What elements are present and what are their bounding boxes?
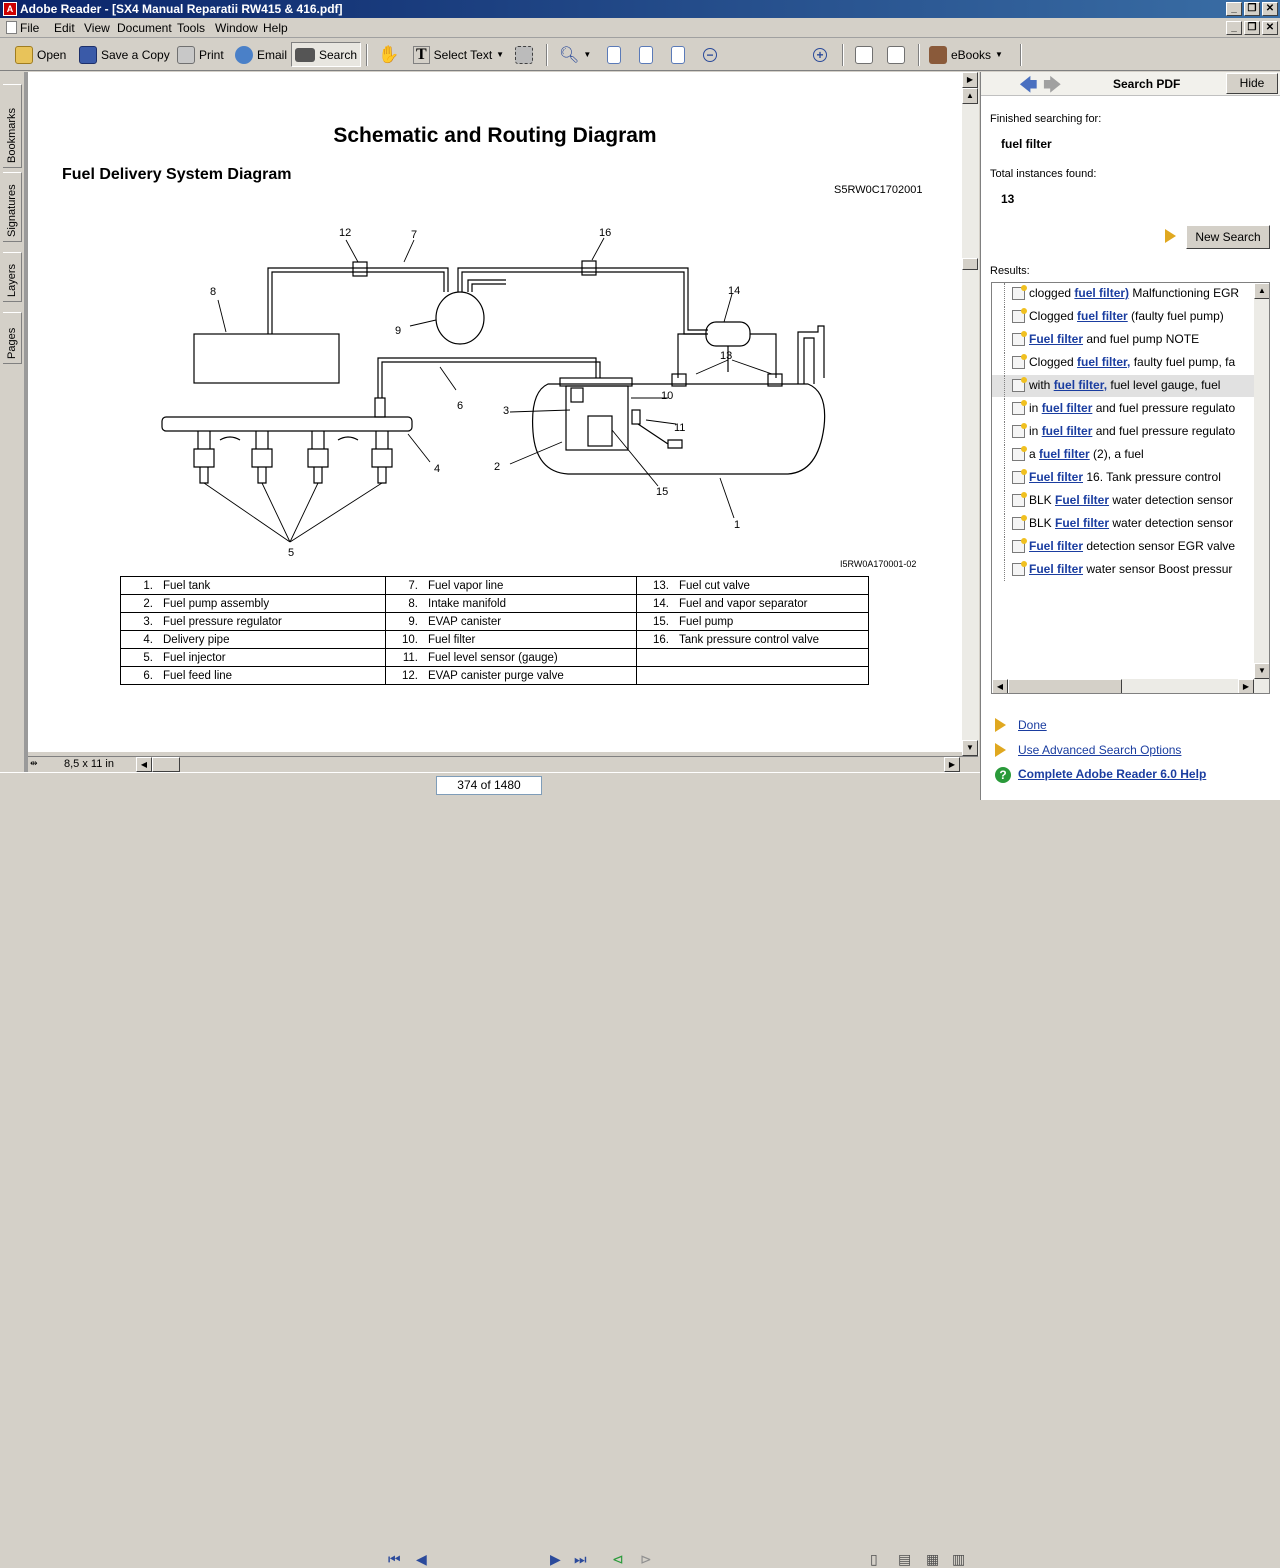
menu-view[interactable]: View: [84, 21, 110, 35]
tree-line: [1004, 421, 1005, 443]
scroll-down-arrow-icon[interactable]: ▼: [962, 740, 978, 756]
legend-number: 8.: [408, 597, 418, 610]
diagram-title: Fuel Delivery System Diagram: [62, 166, 292, 183]
legend-cell: [386, 631, 637, 649]
legend-part-name: Delivery pipe: [163, 633, 230, 646]
legend-number: 6.: [143, 669, 153, 682]
legend-part-name: Fuel pump assembly: [163, 597, 270, 610]
search-result-item[interactable]: [992, 559, 1254, 581]
tree-line: [1004, 329, 1005, 351]
scroll-up-arrow-icon[interactable]: ▲: [962, 88, 978, 104]
result-match-text[interactable]: Fuel filter: [1029, 470, 1084, 484]
search-result-item[interactable]: [992, 444, 1254, 466]
result-match-text[interactable]: Fuel filter: [1029, 332, 1084, 346]
printer-icon: [177, 46, 195, 64]
hide-button[interactable]: Hide: [1226, 73, 1278, 94]
result-match-text[interactable]: fuel filter,: [1053, 378, 1108, 392]
menu-file[interactable]: File: [6, 21, 39, 35]
tab-bookmarks[interactable]: Bookmarks: [3, 84, 22, 168]
legend-number: 10.: [402, 633, 418, 646]
floppy-disk-icon: [79, 46, 97, 64]
chevron-down-icon[interactable]: ▼: [995, 50, 1003, 59]
search-pane-title: Search PDF: [1113, 77, 1181, 91]
result-context-after: (faulty fuel pump): [1127, 309, 1224, 323]
snapshot-tool-button[interactable]: [512, 42, 536, 67]
callout-13: 13: [720, 350, 733, 362]
page-heading: Schematic and Routing Diagram: [333, 124, 657, 147]
zoom-in-tool-button[interactable]: [556, 42, 594, 67]
total-instances-label: Total instances found:: [990, 168, 1097, 180]
fit-width-button[interactable]: [668, 42, 688, 67]
fit-page-button[interactable]: [636, 42, 656, 67]
navigation-tab-rail: [0, 72, 24, 772]
chevron-down-icon[interactable]: ▼: [496, 50, 505, 59]
rotate-clockwise-button[interactable]: [852, 42, 876, 67]
first-page-icon[interactable]: ⏮: [388, 1551, 401, 1567]
legend-number: 5.: [143, 651, 153, 664]
text-cursor-icon: T: [413, 46, 430, 64]
scroll-thumb[interactable]: [962, 258, 978, 270]
callout-16: 16: [599, 227, 612, 239]
callout-11: 11: [674, 422, 686, 434]
result-context-after: (2), a fuel: [1089, 447, 1144, 461]
search-query: fuel filter: [1001, 137, 1052, 151]
legend-number: 7.: [408, 579, 418, 592]
legend-cell: [637, 667, 869, 685]
fuel-vapor-line-7-inner: [272, 272, 444, 334]
document-vertical-scrollbar[interactable]: [962, 72, 979, 756]
legend-part-name: Fuel feed line: [163, 669, 233, 682]
figure-code: I5RW0A170001-02: [840, 559, 917, 569]
result-context-after: detection sensor EGR valve: [1083, 539, 1236, 553]
page-fit-width-icon: [671, 46, 685, 64]
email-globe-icon: [235, 46, 253, 64]
menu-help[interactable]: Help: [263, 21, 288, 35]
arrow-right-icon: [995, 718, 1006, 732]
purge-valve-12: [353, 262, 367, 276]
legend-part-name: Fuel filter: [428, 633, 476, 646]
result-match-text[interactable]: Fuel filter: [1029, 562, 1084, 576]
open-button[interactable]: Open: [12, 42, 69, 67]
minimize-button[interactable]: _: [1226, 2, 1242, 16]
result-context-after: fuel level gauge, fuel: [1107, 378, 1221, 392]
page-fit-icon: [639, 46, 653, 64]
menu-document[interactable]: Document: [117, 21, 172, 35]
continuous-page-icon[interactable]: ▤: [898, 1551, 912, 1567]
legend-number: 15.: [653, 615, 669, 628]
search-result-item[interactable]: [992, 536, 1254, 558]
results-label: Results:: [990, 265, 1030, 277]
toolbar: [0, 38, 1280, 71]
tree-line: [1004, 536, 1005, 558]
tree-line: [1004, 306, 1005, 328]
legend-row: [121, 631, 869, 649]
legend-number: 16.: [653, 633, 669, 646]
result-context-before: in: [1029, 401, 1042, 415]
legend-part-name: Tank pressure control valve: [679, 633, 819, 646]
legend-row: [121, 595, 869, 613]
result-match-text[interactable]: fuel filter): [1074, 286, 1130, 300]
legend-row: [121, 667, 869, 685]
tree-line: [1004, 513, 1005, 535]
doc-close-button[interactable]: ✕: [1262, 21, 1278, 35]
callout-5: 5: [288, 547, 295, 559]
tree-line: [1004, 444, 1005, 466]
legend-number: 1.: [143, 579, 153, 592]
search-result-icon: [1012, 310, 1025, 323]
tree-line: [1004, 283, 1005, 305]
help-icon: ?: [995, 767, 1011, 783]
tree-line: [1004, 375, 1005, 397]
legend-row: [121, 649, 869, 667]
search-result-icon: [1012, 494, 1025, 507]
callout-7: 7: [411, 229, 418, 241]
legend-cell: [386, 595, 637, 613]
callout-2: 2: [494, 461, 501, 473]
legend-cell: [386, 667, 637, 685]
last-page-icon[interactable]: ⏭: [574, 1551, 587, 1567]
results-vertical-scrollbar[interactable]: [1254, 283, 1270, 679]
fuel-vapor-line-7: [268, 268, 448, 334]
result-context-after: 16. Tank pressure control: [1083, 470, 1221, 484]
tree-line: [1004, 398, 1005, 420]
legend-number: 13.: [653, 579, 669, 592]
result-context-after: water detection sensor: [1109, 516, 1234, 530]
callout-9: 9: [395, 325, 402, 337]
fuel-injectors: [194, 431, 392, 483]
close-button[interactable]: ✕: [1262, 2, 1278, 16]
legend-number: 14.: [653, 597, 669, 610]
legend-cell: [637, 595, 869, 613]
search-button[interactable]: Search: [291, 42, 361, 67]
result-context-before: clogged: [1029, 286, 1075, 300]
next-page-icon[interactable]: ▶: [550, 1551, 561, 1567]
ebook-icon: [929, 46, 947, 64]
page-size-label: 8,5 x 11 in: [64, 758, 114, 770]
search-result-item[interactable]: [992, 329, 1254, 351]
level-sensor-shape: [632, 410, 640, 424]
tab-pages[interactable]: Pages: [3, 312, 22, 364]
search-result-icon: [1012, 379, 1025, 392]
legend-cell: [121, 649, 386, 667]
select-text-button[interactable]: T Select Text ▼: [410, 42, 507, 67]
result-match-text[interactable]: Fuel filter: [1055, 516, 1110, 530]
scroll-down-arrow-icon[interactable]: ▼: [1254, 663, 1270, 679]
doc-restore-button[interactable]: ❐: [1244, 21, 1260, 35]
callout-15: 15: [656, 486, 669, 498]
search-result-item[interactable]: [992, 467, 1254, 489]
tree-line: [1004, 467, 1005, 489]
adobe-reader-icon: A: [3, 2, 17, 16]
menu-window[interactable]: Window: [215, 21, 258, 35]
search-result-item[interactable]: [992, 306, 1254, 328]
search-result-item[interactable]: [992, 513, 1254, 535]
rotate-counterclockwise-button[interactable]: [884, 42, 908, 67]
callout-14: 14: [728, 285, 741, 297]
legend-number: 2.: [143, 597, 153, 610]
fuel-vapor-separator-shape: [706, 322, 750, 346]
result-context-before: Clogged: [1029, 355, 1078, 369]
search-result-icon: [1012, 333, 1025, 346]
page-actual-size-icon: [607, 46, 621, 64]
go-forward-icon[interactable]: ⊳: [640, 1551, 652, 1567]
restore-button[interactable]: ❐: [1244, 2, 1260, 16]
pressure-regulator-shape: [571, 388, 583, 402]
legend-row: [121, 577, 869, 595]
result-match-text[interactable]: fuel filter: [1039, 447, 1090, 461]
result-match-text[interactable]: Fuel filter: [1029, 539, 1084, 553]
search-result-icon: [1012, 356, 1025, 369]
horizontal-scroll-thumb[interactable]: [1008, 679, 1122, 694]
legend-cell: [386, 577, 637, 595]
help-link[interactable]: Complete Adobe Reader 6.0 Help: [1018, 767, 1207, 781]
callout-1: 1: [734, 519, 741, 531]
section-code: S5RW0C1702001: [834, 184, 923, 196]
arrow-right-icon: [995, 743, 1006, 757]
menu-bar: [0, 18, 1280, 38]
result-context-after: and fuel pressure regulato: [1092, 401, 1236, 415]
search-result-item[interactable]: [992, 490, 1254, 512]
callout-3: 3: [503, 405, 510, 417]
legend-part-name: EVAP canister purge valve: [428, 669, 564, 682]
rotate-page-icon: [855, 46, 873, 64]
legend-number: 3.: [143, 615, 153, 628]
legend-number: 9.: [408, 615, 418, 628]
legend-cell: [386, 613, 637, 631]
result-context-before: BLK: [1029, 493, 1056, 507]
result-match-text[interactable]: Fuel filter: [1055, 493, 1110, 507]
tab-layers[interactable]: Layers: [3, 252, 22, 302]
search-pane: [980, 72, 1280, 800]
legend-part-name: EVAP canister: [428, 615, 502, 628]
result-context-after: water detection sensor: [1109, 493, 1234, 507]
search-result-icon: [1012, 287, 1025, 300]
result-context-before: Clogged: [1029, 309, 1078, 323]
legend-part-name: Fuel vapor line: [428, 579, 504, 592]
back-arrow-icon[interactable]: 🡄: [1019, 75, 1038, 95]
print-button[interactable]: Print: [174, 42, 227, 67]
zoom-in-button[interactable]: [810, 42, 830, 67]
actual-size-button[interactable]: [604, 42, 624, 67]
fuel-pump-assembly-shape: [566, 386, 628, 450]
page-number-input[interactable]: 374 of 1480: [436, 776, 542, 795]
status-bar: [28, 756, 978, 772]
result-context-before: BLK: [1029, 516, 1056, 530]
result-match-text[interactable]: fuel filter: [1041, 401, 1093, 415]
document-page: [28, 72, 962, 752]
previous-page-icon[interactable]: ◀: [416, 1551, 427, 1567]
legend-cell: [637, 649, 869, 667]
menu-tools[interactable]: Tools: [177, 21, 206, 35]
save-copy-button[interactable]: Save a Copy: [76, 42, 173, 67]
doc-minimize-button[interactable]: _: [1226, 21, 1242, 35]
result-context-after: and fuel pressure regulato: [1092, 424, 1236, 438]
minus-circle-icon: −: [703, 48, 717, 62]
title-bar: [0, 0, 1280, 18]
total-instances-count: 13: [1001, 192, 1015, 206]
result-context-before: a: [1029, 447, 1040, 461]
magnifier-icon: 🔍︎: [559, 46, 580, 64]
legend-part-name: Fuel level sensor (gauge): [428, 651, 558, 664]
hand-icon: ✋: [378, 44, 400, 64]
search-result-icon: [1012, 471, 1025, 484]
ebooks-button[interactable]: eBooks ▼: [926, 42, 1006, 67]
results-horizontal-scrollbar[interactable]: [992, 679, 1270, 694]
search-pane-header: [981, 72, 1280, 96]
legend-cell: [121, 667, 386, 685]
search-result-icon: [1012, 425, 1025, 438]
hand-tool-button[interactable]: [375, 42, 399, 67]
search-result-item[interactable]: [992, 352, 1254, 374]
fuel-system-diagram: [28, 72, 962, 572]
search-result-icon: [1012, 540, 1025, 553]
parts-legend-table: [120, 576, 869, 685]
facing-pages-icon[interactable]: ▦: [926, 1551, 940, 1567]
evap-canister-shape: [436, 292, 484, 344]
result-context-before: with: [1029, 378, 1054, 392]
result-context-after: and fuel pump NOTE: [1083, 332, 1200, 346]
callout-6: 6: [457, 400, 464, 412]
document-icon: [6, 21, 17, 34]
scroll-left-arrow-icon[interactable]: ◀: [136, 757, 152, 772]
tree-line: [1004, 559, 1005, 581]
page-forward-arrow-icon[interactable]: ▶: [962, 72, 978, 88]
legend-row: [121, 613, 869, 631]
search-result-icon: [1012, 563, 1025, 576]
done-link[interactable]: Done: [1018, 718, 1047, 732]
legend-cell: [121, 595, 386, 613]
search-result-item[interactable]: [992, 398, 1254, 420]
finished-searching-label: Finished searching for:: [990, 113, 1102, 125]
search-result-item[interactable]: [992, 421, 1254, 443]
legend-part-name: Fuel and vapor separator: [679, 597, 808, 610]
legend-cell: [121, 613, 386, 631]
legend-cell: [637, 577, 869, 595]
callout-4: 4: [434, 463, 441, 475]
tree-line: [1004, 352, 1005, 374]
rotate-page-ccw-icon: [887, 46, 905, 64]
arrow-right-icon: [1165, 229, 1176, 243]
camera-icon: [515, 46, 533, 64]
delivery-pipe-shape: [162, 417, 412, 431]
single-page-icon[interactable]: ▯: [870, 1551, 878, 1567]
legend-cell: [637, 613, 869, 631]
scroll-right-arrow-icon[interactable]: ▶: [944, 757, 960, 772]
search-result-item[interactable]: [992, 375, 1254, 397]
legend-part-name: Fuel tank: [163, 579, 211, 592]
legend-part-name: Fuel pump: [679, 615, 734, 628]
result-context-before: in: [1029, 424, 1042, 438]
tank-flange: [560, 378, 632, 386]
legend-part-name: Fuel pressure regulator: [163, 615, 282, 628]
result-context-after: Malfunctioning EGR: [1129, 286, 1240, 300]
intake-manifold-shape: [194, 334, 339, 383]
callout-10: 10: [661, 390, 674, 402]
chevron-down-icon[interactable]: ▼: [583, 50, 592, 59]
fuel-pump-shape: [588, 416, 612, 446]
search-result-icon: [1012, 402, 1025, 415]
email-button[interactable]: Email: [232, 42, 290, 67]
scroll-up-arrow-icon[interactable]: ▲: [1254, 283, 1270, 299]
binoculars-icon: [295, 48, 315, 62]
callout-12: 12: [339, 227, 352, 239]
split-handle-icon[interactable]: ⇹: [30, 758, 38, 768]
horizontal-scroll-thumb[interactable]: [152, 757, 180, 772]
legend-cell: [121, 631, 386, 649]
legend-number: 12.: [402, 669, 418, 682]
tree-line: [1004, 490, 1005, 512]
result-match-text[interactable]: fuel filter: [1077, 309, 1128, 323]
scroll-right-arrow-icon[interactable]: ▶: [1238, 679, 1254, 694]
zoom-out-button[interactable]: [700, 42, 720, 67]
legend-cell: [386, 649, 637, 667]
plus-circle-icon: +: [813, 48, 827, 62]
callout-8: 8: [210, 286, 217, 298]
result-context-after: water sensor Boost pressur: [1083, 562, 1233, 576]
result-context-after: faulty fuel pump, fa: [1130, 355, 1236, 369]
search-result-item[interactable]: [992, 283, 1254, 305]
legend-part-name: Intake manifold: [428, 597, 506, 610]
result-match-text[interactable]: fuel filter,: [1077, 355, 1131, 369]
legend-number: 11.: [402, 651, 418, 664]
result-match-text[interactable]: fuel filter: [1041, 424, 1093, 438]
legend-part-name: Fuel injector: [163, 651, 226, 664]
menu-edit[interactable]: Edit: [54, 21, 75, 35]
new-search-button[interactable]: New Search: [1186, 225, 1270, 249]
advanced-search-link[interactable]: Use Advanced Search Options: [1018, 743, 1182, 757]
vapor-line-to-separator: [458, 268, 708, 330]
legend-cell: [121, 577, 386, 595]
scroll-left-arrow-icon[interactable]: ◀: [992, 679, 1008, 694]
search-result-icon: [1012, 448, 1025, 461]
tab-signatures[interactable]: Signatures: [3, 172, 22, 242]
window-title: Adobe Reader - [SX4 Manual Reparatii RW415 & 416.pdf]: [20, 2, 343, 16]
folder-open-icon: [15, 46, 33, 64]
search-result-icon: [1012, 517, 1025, 530]
legend-part-name: Fuel cut valve: [679, 579, 750, 592]
forward-arrow-icon[interactable]: 🡆: [1043, 75, 1062, 95]
legend-cell: [637, 631, 869, 649]
go-back-icon[interactable]: ⊲: [612, 1551, 624, 1567]
continuous-facing-icon[interactable]: ▥: [952, 1551, 966, 1567]
legend-number: 4.: [143, 633, 153, 646]
search-results-list[interactable]: [991, 282, 1270, 694]
